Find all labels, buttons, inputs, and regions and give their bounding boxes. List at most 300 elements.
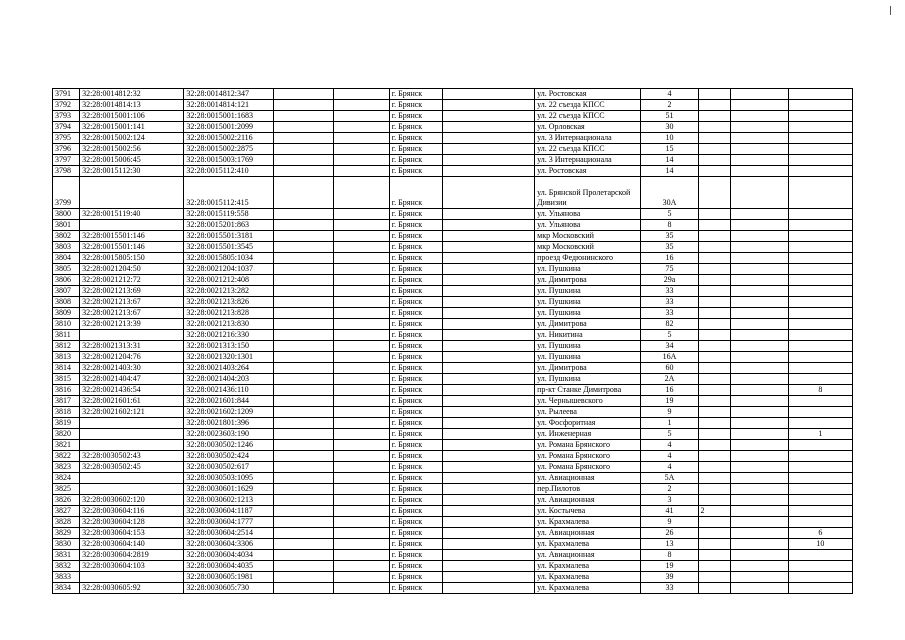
street-cell: ул. Инженерная xyxy=(535,429,641,440)
empty-cell xyxy=(273,363,333,374)
empty-cell xyxy=(333,308,389,319)
table-row xyxy=(53,275,853,286)
house-number-cell: 75 xyxy=(641,264,698,275)
row-number-cell: 3814 xyxy=(53,363,80,374)
apartment-cell xyxy=(788,209,852,220)
building-cell xyxy=(698,133,730,144)
city-cell: г. Брянск xyxy=(389,550,442,561)
table-row xyxy=(53,572,853,583)
apartment-cell xyxy=(788,253,852,264)
house-number-cell: 5 xyxy=(641,330,698,341)
house-number-cell: 33 xyxy=(641,286,698,297)
apartment-cell: 10 xyxy=(788,539,852,550)
table-row xyxy=(53,451,853,462)
empty-cell xyxy=(273,539,333,550)
empty-cell xyxy=(273,122,333,133)
land-cadastral-number-cell: 32:28:0015001:141 xyxy=(80,122,184,133)
building-cell xyxy=(698,341,730,352)
street-cell: ул. Пушкина xyxy=(535,374,641,385)
land-cadastral-number-cell xyxy=(80,418,184,429)
table-row xyxy=(53,418,853,429)
empty-cell xyxy=(333,583,389,594)
table-row xyxy=(53,528,853,539)
object-cadastral-number-cell: 32:28:0014814:121 xyxy=(184,100,273,111)
city-cell: г. Брянск xyxy=(389,155,442,166)
row-number-cell: 3795 xyxy=(53,133,80,144)
empty-cell xyxy=(273,528,333,539)
land-cadastral-number-cell: 32:28:0021212:72 xyxy=(80,275,184,286)
empty-cell xyxy=(730,220,788,231)
table-row xyxy=(53,440,853,451)
table-row xyxy=(53,144,853,155)
empty-cell xyxy=(730,440,788,451)
city-cell: г. Брянск xyxy=(389,275,442,286)
empty-cell xyxy=(730,451,788,462)
table-row xyxy=(53,330,853,341)
apartment-cell xyxy=(788,583,852,594)
city-cell: г. Брянск xyxy=(389,166,442,177)
row-number-cell: 3791 xyxy=(53,89,80,100)
building-cell xyxy=(698,418,730,429)
empty-cell xyxy=(273,264,333,275)
house-number-cell: 26 xyxy=(641,528,698,539)
apartment-cell xyxy=(788,122,852,133)
register-table xyxy=(52,88,853,594)
empty-cell xyxy=(273,407,333,418)
empty-cell xyxy=(273,429,333,440)
house-number-cell: 5 xyxy=(641,429,698,440)
empty-cell xyxy=(273,319,333,330)
row-number-cell: 3794 xyxy=(53,122,80,133)
land-cadastral-number-cell: 32:28:0014812:32 xyxy=(80,89,184,100)
street-cell: мкр Московский xyxy=(535,231,641,242)
empty-cell xyxy=(730,341,788,352)
land-cadastral-number-cell xyxy=(80,220,184,231)
table-row xyxy=(53,166,853,177)
empty-cell xyxy=(273,111,333,122)
apartment-cell xyxy=(788,89,852,100)
empty-cell xyxy=(442,122,534,133)
street-cell: ул. 22 съезда КПСС xyxy=(535,100,641,111)
empty-cell xyxy=(442,166,534,177)
land-cadastral-number-cell: 32:28:0015805:150 xyxy=(80,253,184,264)
empty-cell xyxy=(273,506,333,517)
object-cadastral-number-cell: 32:28:0021213:828 xyxy=(184,308,273,319)
row-number-cell: 3801 xyxy=(53,220,80,231)
empty-cell xyxy=(442,341,534,352)
empty-cell xyxy=(730,166,788,177)
table-row xyxy=(53,231,853,242)
empty-cell xyxy=(273,330,333,341)
row-number-cell: 3826 xyxy=(53,495,80,506)
house-number-cell: 1 xyxy=(641,418,698,429)
row-number-cell: 3831 xyxy=(53,550,80,561)
land-cadastral-number-cell: 32:28:0030605:92 xyxy=(80,583,184,594)
empty-cell xyxy=(273,286,333,297)
object-cadastral-number-cell: 32:28:0030605:730 xyxy=(184,583,273,594)
empty-cell xyxy=(273,297,333,308)
empty-cell xyxy=(273,144,333,155)
empty-cell xyxy=(442,385,534,396)
house-number-cell: 33 xyxy=(641,308,698,319)
building-cell xyxy=(698,264,730,275)
apartment-cell xyxy=(788,286,852,297)
object-cadastral-number-cell: 32:28:0015201:863 xyxy=(184,220,273,231)
empty-cell xyxy=(333,155,389,166)
object-cadastral-number-cell: 32:28:0015501:3181 xyxy=(184,231,273,242)
empty-cell xyxy=(442,484,534,495)
table-row xyxy=(53,297,853,308)
table-row xyxy=(53,539,853,550)
house-number-cell: 3 xyxy=(641,495,698,506)
empty-cell xyxy=(730,308,788,319)
building-cell xyxy=(698,220,730,231)
street-cell: ул. Романа Брянского xyxy=(535,462,641,473)
empty-cell xyxy=(442,330,534,341)
table-row xyxy=(53,385,853,396)
empty-cell xyxy=(442,297,534,308)
object-cadastral-number-cell: 32:28:0021213:826 xyxy=(184,297,273,308)
table-row xyxy=(53,550,853,561)
building-cell xyxy=(698,100,730,111)
land-cadastral-number-cell: 32:28:0015002:56 xyxy=(80,144,184,155)
street-cell: ул. Никитина xyxy=(535,330,641,341)
empty-cell xyxy=(333,418,389,429)
empty-cell xyxy=(730,374,788,385)
empty-cell xyxy=(442,429,534,440)
house-number-cell: 4 xyxy=(641,451,698,462)
land-cadastral-number-cell: 32:28:0021313:31 xyxy=(80,341,184,352)
land-cadastral-number-cell: 32:28:0030502:45 xyxy=(80,462,184,473)
row-number-cell: 3819 xyxy=(53,418,80,429)
empty-cell xyxy=(442,319,534,330)
house-number-cell: 2 xyxy=(641,100,698,111)
row-number-cell: 3825 xyxy=(53,484,80,495)
house-number-cell: 51 xyxy=(641,111,698,122)
land-cadastral-number-cell: 32:28:0015112:30 xyxy=(80,166,184,177)
city-cell: г. Брянск xyxy=(389,407,442,418)
empty-cell xyxy=(730,385,788,396)
object-cadastral-number-cell: 32:28:0015001:1683 xyxy=(184,111,273,122)
table-row xyxy=(53,561,853,572)
land-cadastral-number-cell: 32:28:0030604:128 xyxy=(80,517,184,528)
building-cell xyxy=(698,451,730,462)
city-cell: г. Брянск xyxy=(389,583,442,594)
table-row xyxy=(53,319,853,330)
house-number-cell: 16 xyxy=(641,385,698,396)
row-number-cell: 3812 xyxy=(53,341,80,352)
apartment-cell xyxy=(788,319,852,330)
city-cell: г. Брянск xyxy=(389,352,442,363)
city-cell: г. Брянск xyxy=(389,231,442,242)
object-cadastral-number-cell: 32:28:0021204:1037 xyxy=(184,264,273,275)
empty-cell xyxy=(730,539,788,550)
city-cell: г. Брянск xyxy=(389,440,442,451)
empty-cell xyxy=(442,352,534,363)
apartment-cell xyxy=(788,374,852,385)
land-cadastral-number-cell: 32:28:0021213:39 xyxy=(80,319,184,330)
empty-cell xyxy=(730,242,788,253)
land-cadastral-number-cell xyxy=(80,177,184,209)
empty-cell xyxy=(333,341,389,352)
empty-cell xyxy=(333,242,389,253)
empty-cell xyxy=(442,418,534,429)
table-row xyxy=(53,341,853,352)
empty-cell xyxy=(442,583,534,594)
empty-cell xyxy=(333,385,389,396)
empty-cell xyxy=(273,308,333,319)
empty-cell xyxy=(730,407,788,418)
building-cell xyxy=(698,484,730,495)
empty-cell xyxy=(730,111,788,122)
street-cell: ул. Ульянова xyxy=(535,209,641,220)
empty-cell xyxy=(333,275,389,286)
empty-cell xyxy=(333,253,389,264)
empty-cell xyxy=(273,462,333,473)
table-row xyxy=(53,220,853,231)
building-cell xyxy=(698,209,730,220)
building-cell xyxy=(698,297,730,308)
row-number-cell: 3822 xyxy=(53,451,80,462)
empty-cell xyxy=(333,363,389,374)
object-cadastral-number-cell: 32:28:0023603:190 xyxy=(184,429,273,440)
apartment-cell xyxy=(788,407,852,418)
city-cell: г. Брянск xyxy=(389,209,442,220)
street-cell: ул. Пушкина xyxy=(535,341,641,352)
city-cell: г. Брянск xyxy=(389,517,442,528)
building-cell xyxy=(698,122,730,133)
empty-cell xyxy=(333,330,389,341)
empty-cell xyxy=(442,275,534,286)
empty-cell xyxy=(442,308,534,319)
row-number-cell: 3820 xyxy=(53,429,80,440)
empty-cell xyxy=(273,352,333,363)
building-cell xyxy=(698,396,730,407)
empty-cell xyxy=(442,495,534,506)
table-row xyxy=(53,407,853,418)
land-cadastral-number-cell: 32:28:0015501:146 xyxy=(80,231,184,242)
empty-cell xyxy=(442,231,534,242)
house-number-cell: 16А xyxy=(641,352,698,363)
city-cell: г. Брянск xyxy=(389,484,442,495)
empty-cell xyxy=(273,155,333,166)
apartment-cell xyxy=(788,396,852,407)
city-cell: г. Брянск xyxy=(389,242,442,253)
empty-cell xyxy=(273,572,333,583)
empty-cell xyxy=(333,495,389,506)
object-cadastral-number-cell: 32:28:0021601:844 xyxy=(184,396,273,407)
building-cell xyxy=(698,561,730,572)
row-number-cell: 3834 xyxy=(53,583,80,594)
table-row xyxy=(53,122,853,133)
empty-cell xyxy=(730,133,788,144)
row-number-cell: 3828 xyxy=(53,517,80,528)
empty-cell xyxy=(442,220,534,231)
city-cell: г. Брянск xyxy=(389,100,442,111)
building-cell xyxy=(698,583,730,594)
empty-cell xyxy=(273,484,333,495)
empty-cell xyxy=(273,253,333,264)
building-cell xyxy=(698,440,730,451)
empty-cell xyxy=(730,352,788,363)
empty-cell xyxy=(333,407,389,418)
house-number-cell: 35 xyxy=(641,242,698,253)
empty-cell xyxy=(273,177,333,209)
object-cadastral-number-cell: 32:28:0021313:150 xyxy=(184,341,273,352)
table-row xyxy=(53,89,853,100)
building-cell xyxy=(698,473,730,484)
empty-cell xyxy=(273,396,333,407)
empty-cell xyxy=(730,528,788,539)
city-cell: г. Брянск xyxy=(389,495,442,506)
object-cadastral-number-cell: 32:28:0030604:4034 xyxy=(184,550,273,561)
object-cadastral-number-cell: 32:28:0021436:110 xyxy=(184,385,273,396)
object-cadastral-number-cell: 32:28:0030605:1981 xyxy=(184,572,273,583)
land-cadastral-number-cell xyxy=(80,440,184,451)
row-number-cell: 3810 xyxy=(53,319,80,330)
land-cadastral-number-cell: 32:28:0030604:2819 xyxy=(80,550,184,561)
object-cadastral-number-cell: 32:28:0021216:330 xyxy=(184,330,273,341)
building-cell xyxy=(698,572,730,583)
empty-cell xyxy=(442,517,534,528)
row-number-cell: 3832 xyxy=(53,561,80,572)
apartment-cell xyxy=(788,572,852,583)
street-cell: ул. Ульянова xyxy=(535,220,641,231)
empty-cell xyxy=(333,539,389,550)
empty-cell xyxy=(442,451,534,462)
land-cadastral-number-cell: 32:28:0021213:67 xyxy=(80,308,184,319)
empty-cell xyxy=(730,209,788,220)
land-cadastral-number-cell: 32:28:0030604:116 xyxy=(80,506,184,517)
empty-cell xyxy=(730,363,788,374)
empty-cell xyxy=(442,89,534,100)
apartment-cell xyxy=(788,517,852,528)
row-number-cell: 3798 xyxy=(53,166,80,177)
street-cell: ул. Ростовская xyxy=(535,166,641,177)
table-row xyxy=(53,133,853,144)
building-cell xyxy=(698,330,730,341)
empty-cell xyxy=(730,286,788,297)
empty-cell xyxy=(442,264,534,275)
land-cadastral-number-cell: 32:28:0030604:103 xyxy=(80,561,184,572)
empty-cell xyxy=(730,473,788,484)
city-cell: г. Брянск xyxy=(389,297,442,308)
street-cell: ул. 3 Интернационала xyxy=(535,155,641,166)
apartment-cell xyxy=(788,341,852,352)
row-number-cell: 3816 xyxy=(53,385,80,396)
empty-cell xyxy=(273,166,333,177)
empty-cell xyxy=(333,352,389,363)
land-cadastral-number-cell: 32:28:0030604:140 xyxy=(80,539,184,550)
empty-cell xyxy=(273,231,333,242)
empty-cell xyxy=(730,275,788,286)
empty-cell xyxy=(333,177,389,209)
street-cell: пер.Пилотов xyxy=(535,484,641,495)
empty-cell xyxy=(730,506,788,517)
building-cell xyxy=(698,89,730,100)
street-cell: ул. Димитрова xyxy=(535,275,641,286)
empty-cell xyxy=(730,297,788,308)
empty-cell xyxy=(333,572,389,583)
table-row xyxy=(53,374,853,385)
object-cadastral-number-cell: 32:28:0015501:3545 xyxy=(184,242,273,253)
building-cell xyxy=(698,308,730,319)
row-number-cell: 3800 xyxy=(53,209,80,220)
apartment-cell xyxy=(788,451,852,462)
empty-cell xyxy=(730,561,788,572)
empty-cell xyxy=(730,177,788,209)
house-number-cell: 13 xyxy=(641,539,698,550)
table-row xyxy=(53,253,853,264)
empty-cell xyxy=(730,572,788,583)
apartment-cell xyxy=(788,330,852,341)
empty-cell xyxy=(273,374,333,385)
street-cell: ул. Романа Брянского xyxy=(535,451,641,462)
empty-cell xyxy=(273,275,333,286)
house-number-cell: 30А xyxy=(641,177,698,209)
house-number-cell: 82 xyxy=(641,319,698,330)
table-row xyxy=(53,352,853,363)
row-number-cell: 3811 xyxy=(53,330,80,341)
house-number-cell: 8 xyxy=(641,220,698,231)
object-cadastral-number-cell: 32:28:0030503:1095 xyxy=(184,473,273,484)
empty-cell xyxy=(273,100,333,111)
building-cell xyxy=(698,550,730,561)
object-cadastral-number-cell: 32:28:0015002:2116 xyxy=(184,133,273,144)
house-number-cell: 35 xyxy=(641,231,698,242)
apartment-cell xyxy=(788,308,852,319)
table-row xyxy=(53,264,853,275)
apartment-cell xyxy=(788,231,852,242)
empty-cell xyxy=(333,473,389,484)
table-row xyxy=(53,209,853,220)
building-cell xyxy=(698,495,730,506)
empty-cell xyxy=(333,111,389,122)
street-cell: ул. Крахмалева xyxy=(535,539,641,550)
house-number-cell: 4 xyxy=(641,440,698,451)
street-cell: ул. Рылеева xyxy=(535,407,641,418)
house-number-cell: 14 xyxy=(641,155,698,166)
empty-cell xyxy=(442,363,534,374)
table-row xyxy=(53,363,853,374)
house-number-cell: 8 xyxy=(641,550,698,561)
object-cadastral-number-cell: 32:28:0021213:282 xyxy=(184,286,273,297)
street-cell: ул. Пушкина xyxy=(535,297,641,308)
row-number-cell: 3815 xyxy=(53,374,80,385)
apartment-cell: 6 xyxy=(788,528,852,539)
land-cadastral-number-cell: 32:28:0021436:54 xyxy=(80,385,184,396)
row-number-cell: 3793 xyxy=(53,111,80,122)
empty-cell xyxy=(333,209,389,220)
city-cell: г. Брянск xyxy=(389,451,442,462)
empty-cell xyxy=(730,122,788,133)
street-cell: ул. Пушкина xyxy=(535,352,641,363)
object-cadastral-number-cell: 32:28:0021404:203 xyxy=(184,374,273,385)
city-cell: г. Брянск xyxy=(389,133,442,144)
empty-cell xyxy=(730,495,788,506)
apartment-cell xyxy=(788,352,852,363)
street-cell: ул. Крахмалева xyxy=(535,583,641,594)
empty-cell xyxy=(442,506,534,517)
apartment-cell xyxy=(788,242,852,253)
object-cadastral-number-cell: 32:28:0021213:830 xyxy=(184,319,273,330)
house-number-cell: 30 xyxy=(641,122,698,133)
row-number-cell: 3827 xyxy=(53,506,80,517)
house-number-cell: 10 xyxy=(641,133,698,144)
house-number-cell: 4 xyxy=(641,89,698,100)
street-cell: ул. Костычева xyxy=(535,506,641,517)
street-cell: ул. Романа Брянского xyxy=(535,440,641,451)
